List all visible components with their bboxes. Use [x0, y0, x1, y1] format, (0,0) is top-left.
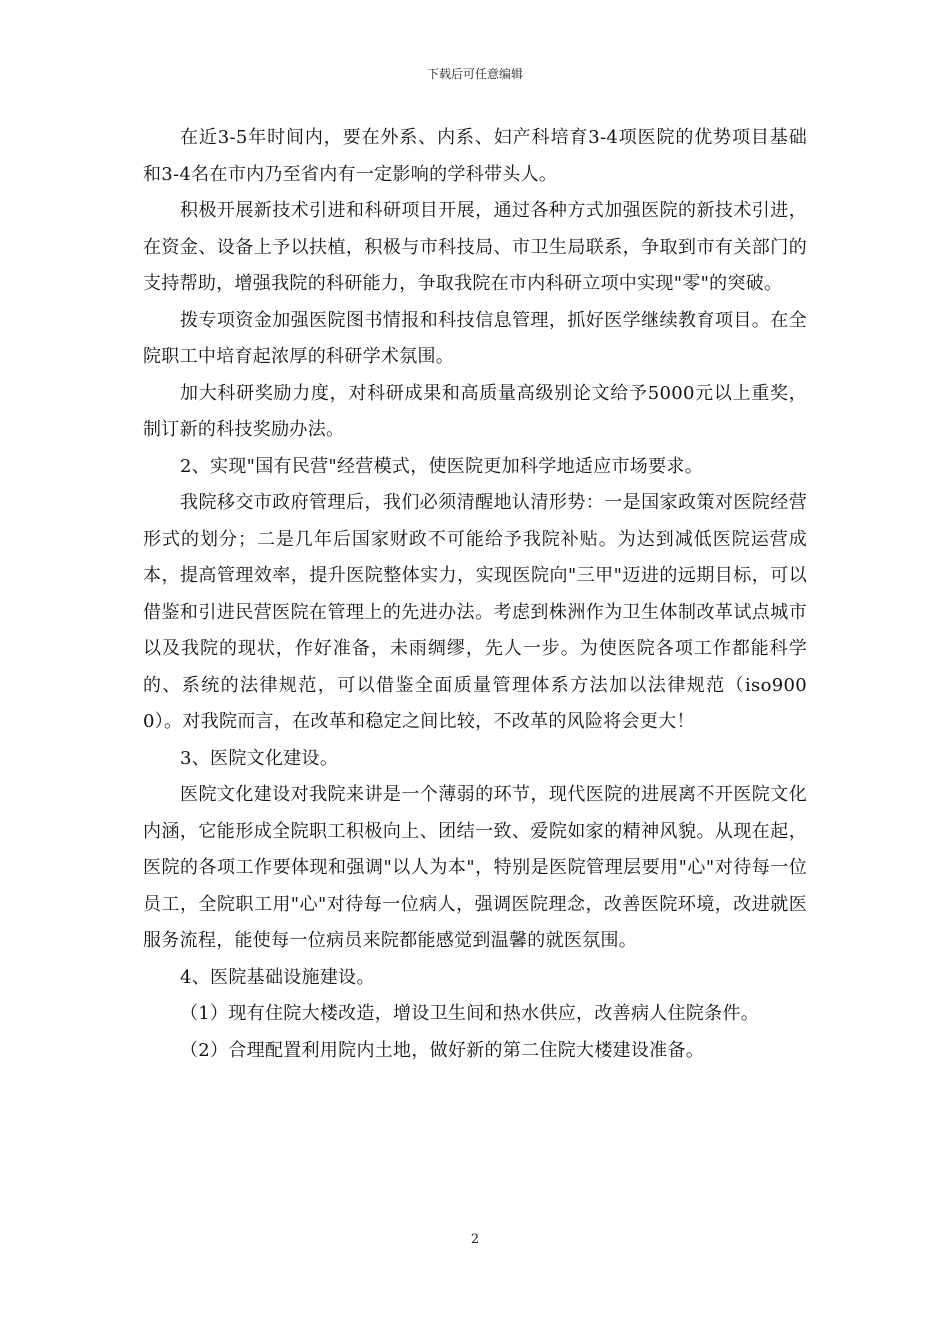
paragraph: 医院文化建设对我院来讲是一个薄弱的环节，现代医院的进展离不开医院文化内涵，它能形成全院职工积极向上、团结一致、爱院如家的精神风貌。从现在起，医院的各项工作要体现和强调"以人为本"，特别是医院管理层要用"心"对待每一位员工，全院职工用"心"对待每一位病人，强调医院理念，改善医院环境，改进就医服务流程，能使每一位病员来院都能感觉到温馨的就医氛围。	[143, 784, 807, 951]
paragraph: 拨专项资金加强医院图书情报和科技信息管理，抓好医学继续教育项目。在全院职工中培育起浓厚的科研学术氛围。	[143, 309, 807, 367]
paragraph: 积极开展新技术引进和科研项目开展，通过各种方式加强医院的新技术引进，在资金、设备上予以扶植，积极与市科技局、市卫生局联系，争取到市有关部门的支持帮助，增强我院的科研能力，争取我院在市内科研立项中实现"零"的突破。	[143, 200, 807, 294]
body-text	[143, 120, 807, 1069]
page-number: 2	[470, 1232, 480, 1247]
page-header: 下载后可任意编辑	[426, 67, 523, 81]
list-item: （2）合理配置利用院内土地，做好新的第二住院大楼建设准备。	[180, 1039, 705, 1061]
paragraph: 我院移交市政府管理后，我们必须清醒地认清形势：一是国家政策对医院经营形式的划分；二是几年后国家财政不可能给予我院补贴。为达到减低医院运营成本，提高管理效率，提升医院整体实力，实现医院向"三甲"迈进的远期目标，可以借鉴和引进民营医院在管理上的先进办法。考虑到株洲作为卫生体制改革试点城市以及我院的现状，作好准备，未雨绸缪，先人一步。为使医院各项工作都能科学的、系统的法律规范，可以借鉴全面质量管理体系方法加以法律规范（iso9000）。对我院而言，在改革和稳定之间比较，不改革的风险将会更大！	[143, 492, 807, 732]
section-heading: 4、医院基础设施建设。	[180, 966, 375, 988]
paragraph: 在近3-5年时间内，要在外系、内系、妇产科培育3-4项医院的优势项目基础和3-4名在市内乃至省内有一定影响的学科带头人。	[143, 127, 807, 185]
paragraph: 加大科研奖励力度，对科研成果和高质量高级别论文给予5000元以上重奖，制订新的科技奖励办法。	[143, 382, 807, 440]
list-item: （1）现有住院大楼改造，增设卫生间和热水供应，改善病人住院条件。	[180, 1003, 760, 1024]
section-heading: 2、实现"国有民营"经营模式，使医院更加科学地适应市场要求。	[180, 455, 704, 477]
section-heading: 3、医院文化建设。	[180, 747, 339, 769]
